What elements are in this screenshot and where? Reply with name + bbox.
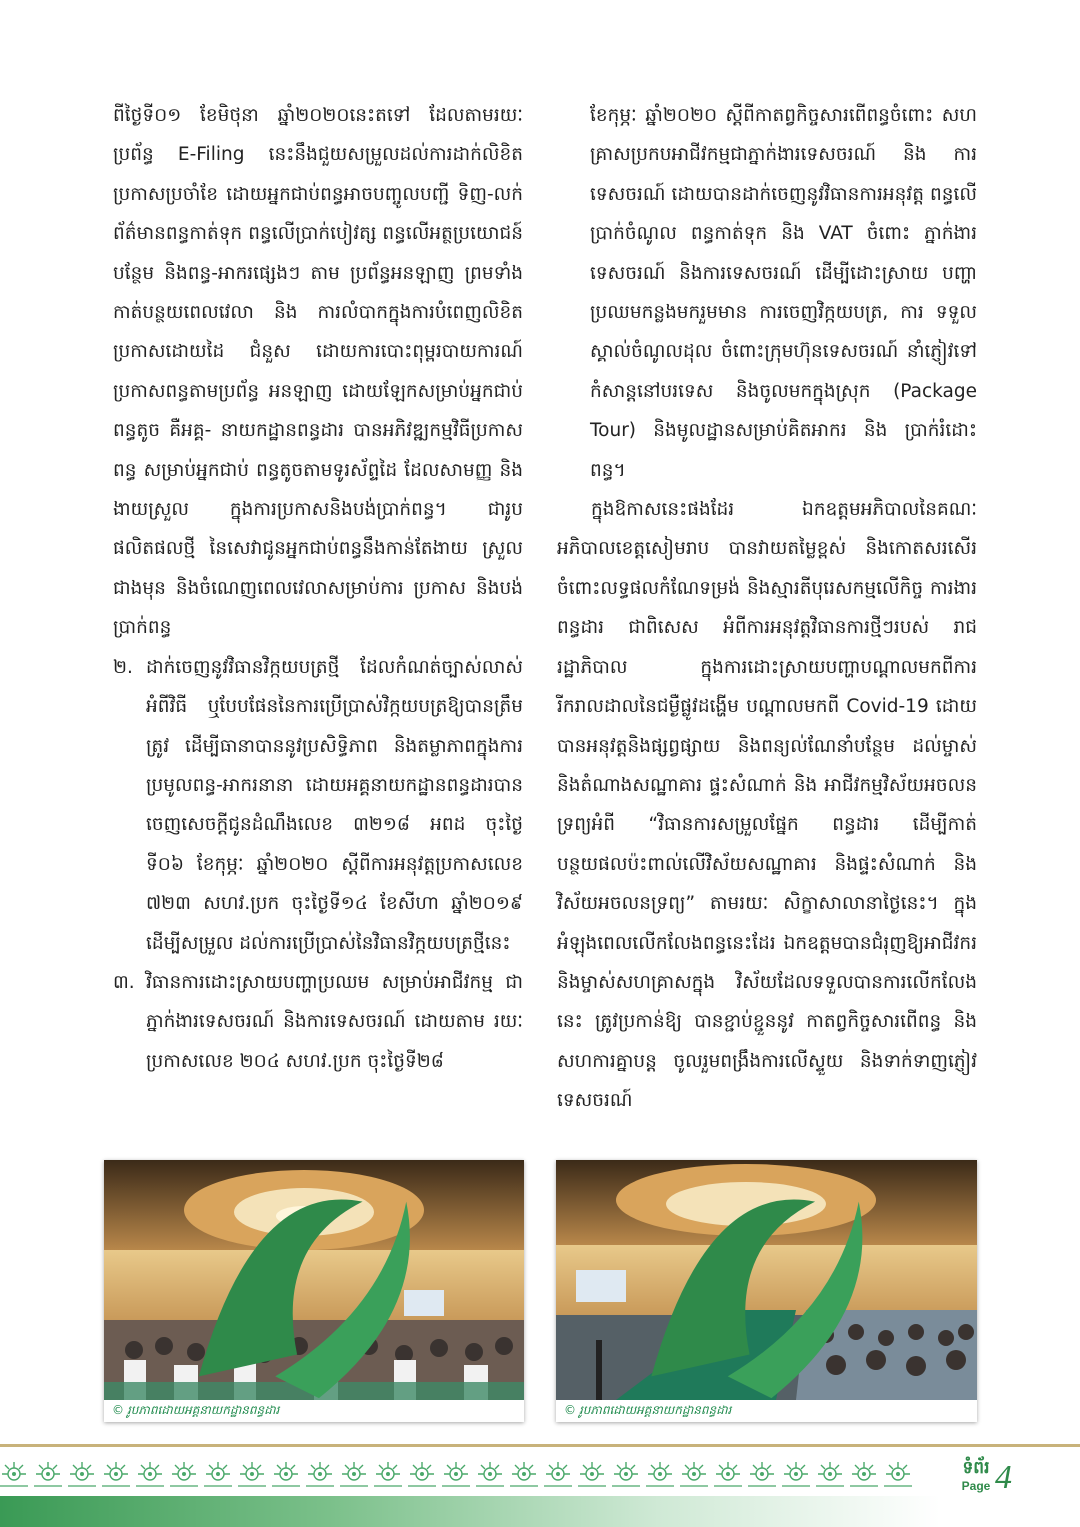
page-number: 4: [995, 1459, 1012, 1496]
caption-text: រូបភាពដោយអគ្គនាយកដ្ឋានពន្ធដារ: [127, 1403, 280, 1417]
list-number: ២.: [113, 656, 133, 678]
paragraph: ក្នុងឱកាសនេះផងដែរ ឯកឧត្តមអភិបាលនៃគណៈ អភិបាលខេត្តសៀមរាប បានវាយតម្លៃខ្ពស់ និងកោតសរសើរ ចំពោះលទ្ធផលកំណែទម្រង់ និងស្មារតីបុរេសកម្មលើកិច្ច ការងារពន្ធដារ ជាពិសេស អំពីការអនុវត្តវិធានការថ្មីៗរបស់ រាជរដ្ឋាភិបាល ក្នុងការដោះស្រាយបញ្ហាបណ្តាលមកពីការ រីករាលដាលនៃជម្ងឺផ្លូវដង្ហើម បណ្តាលមកពី Covid-19 ដោយបានអនុវត្តនិងផ្សព្វផ្សាយ និងពន្យល់ណែនាំបន្ថែម ដល់ម្ចាស់និងតំណាងសណ្ឋាគារ ផ្ទះសំណាក់ និង អាជីវកម្មវិស័យអចលនទ្រព្យអំពី “វិធានការសម្រួលផ្នែក ពន្ធដារ ដើម្បីកាត់បន្ថយផលប៉ះពាល់លើវិស័យសណ្ឋាគារ និងផ្ទះសំណាក់ និងវិស័យអចលនទ្រព្យ” តាមរយៈ សិក្ខាសាលានាថ្ងៃនេះ។ ក្នុងអំឡុងពេលលើកលែងពន្ធនេះដែរ ឯកឧត្តមបានជំរុញឱ្យអាជីវករ និងម្ចាស់សហគ្រាសក្នុង វិស័យដែលទទួលបានការលើកលែងនេះ ត្រូវប្រកាន់ឱ្យ បានខ្ជាប់ខ្ជួននូវ កាតព្វកិច្ចសារពើពន្ធ និងសហការគ្នាបន្ត ចូលរួមពង្រឹងការលើស្ទួយ និងទាក់ទាញភ្ញៀវទេសចរណ៍: [557, 499, 977, 1112]
photo-frame: [556, 1160, 977, 1422]
list-item: [113, 963, 523, 1081]
footer-divider: [0, 1444, 1080, 1447]
list-item-continuation: ខែកុម្ភៈ ឆ្នាំ២០២០ ស្តីពីកាតព្វកិច្ចសារពើពន្ធចំពោះ សហគ្រាសប្រកបអាជីវកម្មជាភ្នាក់ងារទេសចរណ៍ និង ការទេសចរណ៍ ដោយបានដាក់ចេញនូវវិធានការអនុវត្ត ពន្ធលើប្រាក់ចំណូល ពន្ធកាត់ទុក និង VAT ចំពោះ ភ្នាក់ងារទេសចរណ៍ និងការទេសចរណ៍ ដើម្បីដោះស្រាយ បញ្ហាប្រឈមកន្លងមករួមមាន ការចេញវិក្កយបត្រ, ការ ទទួលស្គាល់ចំណូលដុល ចំពោះក្រុមហ៊ុនទេសចរណ៍ នាំភ្ញៀវទៅកំសាន្តនៅបរទេស និងចូលមកក្នុងស្រុក (Package Tour) និងមូលដ្ឋានសម្រាប់គិតអាករ និង ប្រាក់រំដោះពន្ធ។: [590, 105, 977, 481]
footer-band: [0, 1496, 940, 1527]
page-label: [956, 1458, 996, 1494]
ornament-pattern-icon: [0, 1452, 930, 1492]
list-number: ៣.: [113, 971, 135, 993]
tax-department-logo-icon: [550, 1158, 971, 1420]
right-column: [557, 96, 977, 1121]
copyright-symbol: ©: [112, 1403, 124, 1417]
caption-text: រូបភាពដោយអគ្គនាយកដ្ឋានពន្ធដារ: [579, 1403, 732, 1417]
page-label-kh: ទំព័រ: [962, 1458, 990, 1478]
copyright-symbol: ©: [564, 1403, 576, 1417]
tax-department-logo-icon: [98, 1158, 518, 1420]
list-item-text: ដាក់ចេញនូវវិធានវិក្កយបត្រថ្មី ដែលកំណត់ច្បាស់លាស់ អំពីវិធី ឬបែបផែននៃការប្រើប្រាស់វិក្កយបត្រឱ្យបានត្រឹម ត្រូវ ដើម្បីធានាបាននូវប្រសិទ្ធិភាព និងតម្លាភាពក្នុងការ ប្រមូលពន្ធ-អាករនានា ដោយអគ្គនាយកដ្ឋានពន្ធដារបាន ចេញសេចក្តីជូនដំណឹងលេខ ៣២១៨ អពដ ចុះថ្ងៃ ទី០៦ ខែកុម្ភៈ ឆ្នាំ២០២០ ស្តីពីការអនុវត្តប្រកាសលេខ ៧២៣ សហវ.ប្រក ចុះថ្ងៃទី១៤ ខែសីហា ឆ្នាំ២០១៩ ដើម្បីសម្រួល ដល់ការប្រើប្រាស់នៃវិធានវិក្កយបត្រថ្មីនេះ: [146, 656, 523, 954]
list-item-text: វិធានការដោះស្រាយបញ្ហាប្រឈម សម្រាប់អាជីវកម្ម ជាភ្នាក់ងារទេសចរណ៍ និងការទេសចរណ៍ ដោយតាម រយៈប្រកាសលេខ ២០៤ សហវ.ប្រក ចុះថ្ងៃទី២៨: [146, 971, 523, 1072]
paragraph: ពីថ្ងៃទី០១ ខែមិថុនា ឆ្នាំ២០២០នេះតទៅ ដែលតាមរយៈ ប្រព័ន្ធ E-Filing នេះនឹងជួយសម្រួលដល់ការដាក់លិខិត ប្រកាសប្រចាំខែ ដោយអ្នកជាប់ពន្ធអាចបញ្ចូលបញ្ជី ទិញ-លក់ ព័ត៌មានពន្ធកាត់ទុក ពន្ធលើប្រាក់បៀវត្ស ពន្ធលើអត្ថប្រយោជន៍បន្ថែម និងពន្ធ-អាករផ្សេងៗ តាម ប្រព័ន្ធអនឡាញ ព្រមទាំងកាត់បន្ថយពេលវេលា និង ការលំបាកក្នុងការបំពេញលិខិតប្រកាសដោយដៃ ជំនួស ដោយការបោះពុម្ពរបាយការណ៍ ប្រកាសពន្ធតាមប្រព័ន្ធ អនឡាញ ដោយឡែកសម្រាប់អ្នកជាប់ពន្ធតូច គឺអគ្គ- នាយកដ្ឋានពន្ធដារ បានអភិវឌ្ឍកម្មវិធីប្រកាសពន្ធ សម្រាប់អ្នកជាប់ ពន្ធតូចតាមទូរស័ព្ទដៃ ដែលសាមញ្ញ និងងាយស្រួល ក្នុងការប្រកាសនិងបង់ប្រាក់ពន្ធ។ ជារូប ផលិតផលថ្មី នៃសេវាជូនអ្នកជាប់ពន្ធនឹងកាន់តែងាយ ស្រួលជាងមុន និងចំណេញពេលវេលាសម្រាប់ការ ប្រកាស និងបង់ប្រាក់ពន្ធ: [113, 105, 523, 639]
photo-frame: [104, 1160, 524, 1422]
list-item: [113, 648, 523, 963]
page-label-en: Page: [961, 1479, 991, 1493]
left-column: [113, 96, 523, 1081]
